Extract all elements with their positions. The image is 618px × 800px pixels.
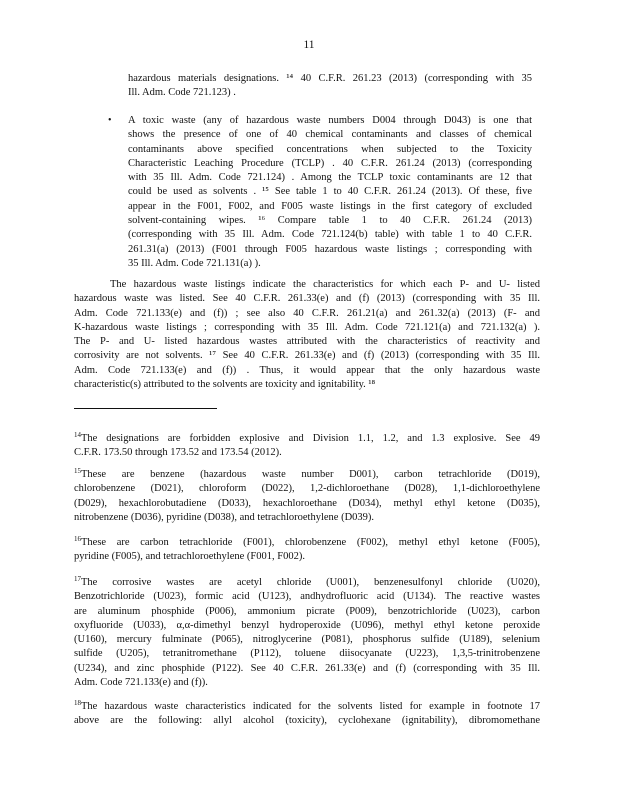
footnote-16 [74,532,540,565]
text-line: Characteristic Leaching Procedure (TCLP) . 40 C.F.R. 261.24 (2013) (corresponding [128,157,532,169]
footnote-18 [74,696,540,729]
text-line: The hazardous waste listings indicate the characteristics for which each P- and U- listed [110,279,540,290]
footnote-text: These are benzene (hazardous waste number D001), carbon tetrachloride (D019), [81,469,540,480]
text-line: corrosivity are not solvents. ¹⁷ See 40 C.F.R. 261.33(e) and (f) (2013) (corresponding with 35 Ill. [74,350,540,362]
text-line: 35 Ill. Adm. Code 721.131(a) ). [128,257,261,269]
text-line: characteristic(s) attributed to the solvents are toxicity and ignitability. ¹⁸ [74,379,376,391]
footnote-text: The hazardous waste characteristics indicated for the solvents listed for example in footnote 17 [81,701,540,712]
text-line: solvent-containing wipes. ¹⁶ Compare table 1 to 40 C.F.R. 261.24 (2013) [128,215,532,227]
text-line: appear in the F001, F002, and F005 waste listings in the first category of excluded [128,200,532,212]
footnote-separator [74,408,217,409]
text-line: could be used as solvents . ¹⁵ See table 1 to 40 C.F.R. 261.24 (2013). Of these, five [128,186,532,198]
text-line: K-hazardous waste listings ; corresponding with 35 Ill. Adm. Code 721.121(a) and 721.132(a) ). [74,321,540,333]
text-line: with 35 Ill. Adm. Code 721.124) . Among the TCLP toxic contaminants are 12 that [128,172,532,184]
text-line: hazardous waste was listed. See 40 C.F.R. 261.33(e) and (f) (2013) (corresponding with 35 Ill. [74,293,540,305]
text-line: Adm. Code 721.133(e) and (f)) ; see also 40 C.F.R. 261.21(a) and 261.32(a) (2013) (F- and [74,307,540,319]
footnote-text: (U234), and zinc phosphide (P122). See 40 C.F.R. 261.33(e) and (f) (corresponding with 35 Ill. [74,662,540,674]
footnote-number: 18 [74,699,81,707]
footnote-text: The designations are forbidden explosive and Division 1.1, 1.2, and 1.3 explosive. See 49 [81,433,540,444]
footnote-text: nitrobenzene (D036), pyridine (D038), and tetrachloroethylene (D039). [74,511,375,523]
footnote-text: sulfide (U205), tetranitromethane (P112), toluene diisocyanate (U223), 1,3,5-trinitrobenzene [74,648,540,660]
footnote-text: pyridine (F005), and tetrachloroethylene (F001, F002). [74,551,305,563]
footnote-number: 14 [74,431,81,439]
page-number: 11 [303,39,315,51]
footnote-text: chlorobenzene (D021), chloroform (D022), 1,2-dichloroethane (D028), 1,1-dichloroethylene [74,483,540,495]
footnote-text: Benzotrichloride (U023), formic acid (U123), andhydrofluoric acid (U134). The reactive wastes [74,591,540,603]
footnote-number: 15 [74,467,81,475]
text-line: 261.31(a) (2013) (F001 through F005 hazardous waste listings ; corresponding with [128,243,532,255]
bullet-point-icon: • [108,115,112,126]
text-line: hazardous materials designations. ¹⁴ 40 C.F.R. 261.23 (2013) (corresponding with 35 [128,73,532,84]
text-line: Adm. Code 721.133(e) and (f)) . Thus, it would appear that the only hazardous waste [74,364,540,376]
footnote-14 [74,428,540,461]
footnote-number: 16 [74,535,81,543]
text-line: contaminants above specified concentrations when subjected to the Toxicity [128,143,532,155]
text-line: A toxic waste (any of hazardous waste numbers D004 through D043) is one that [128,115,532,126]
footnote-number: 17 [74,575,81,583]
body-paragraph [74,278,540,392]
footnote-text: (U160), mercury fulminate (P065), nitroglycerine (P081), phosphorus sulfide (U189), selenium [74,634,540,646]
footnote-15 [74,464,540,525]
text-line: Ill. Adm. Code 721.123) . [128,87,236,99]
footnote-text: Adm. Code 721.133(e) and (f)). [74,677,208,689]
text-line: The P- and U- listed hazardous wastes attributed with the characteristics of reactivity and [74,336,540,348]
footnote-17 [74,572,540,690]
footnote-text: oxyfluoride (U033), α,α-dimethyl benzyl hydroperoxide (U096), methyl ethyl ketone peroxide [74,619,540,631]
footnote-text: These are carbon tetrachloride (F001), chlorobenzene (F002), methyl ethyl ketone (F005), [81,537,540,548]
bullet-item-toxic-waste [128,114,532,271]
continued-bullet-text [128,72,532,101]
footnote-text: C.F.R. 173.50 through 173.52 and 173.54 (2012). [74,447,282,459]
text-line: (corresponding with 35 Ill. Adm. Code 721.124(b) table) with table 1 to 40 C.F.R. [128,229,532,241]
footnote-text: above are the following: allyl alcohol (toxicity), cyclohexane (ignitability), dibromomethane [74,715,540,727]
footnote-text: are aluminum phosphide (P006), ammonium picrate (P009), benzotrichloride (U023), carbon [74,605,540,617]
footnote-text: (D029), hexachlorobutadiene (D033), hexachloroethane (D034), methyl ethyl ketone (D035), [74,497,540,509]
footnote-text: The corrosive wastes are acetyl chloride (U001), benzenesulfonyl chloride (U020), [81,577,540,588]
text-line: shows the presence of one of 40 chemical contaminants and classes of chemical [128,129,532,141]
